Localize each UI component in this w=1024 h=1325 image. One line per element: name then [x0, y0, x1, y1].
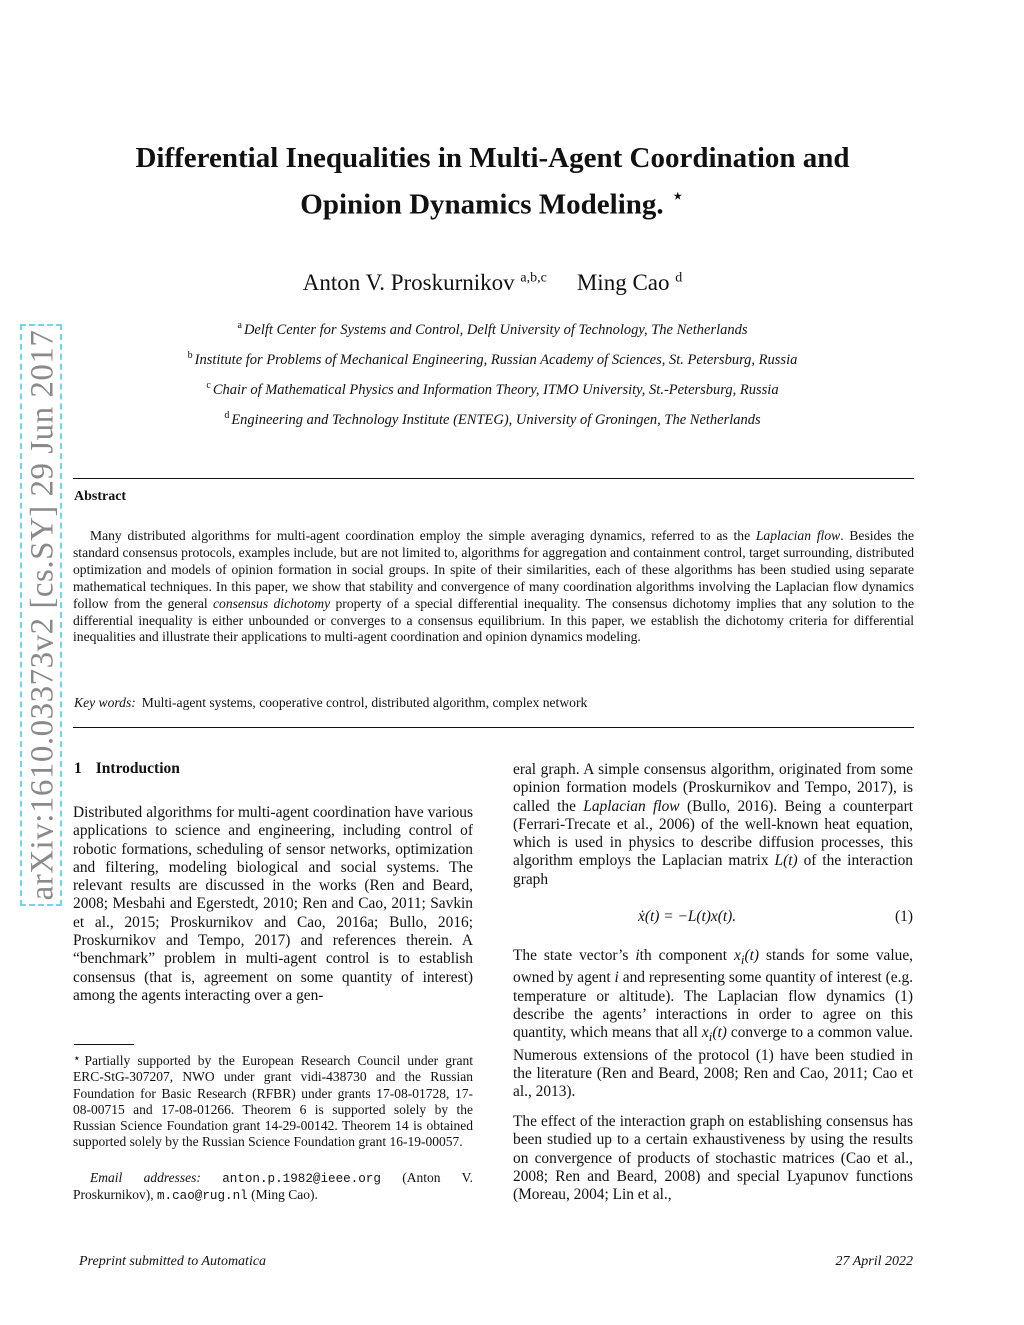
- email-footnote: [73, 1170, 473, 1205]
- inline-math: i: [635, 947, 640, 964]
- intro-paragraph-right: [513, 947, 913, 1102]
- keywords-text: Multi-agent systems, cooperative control, distributed algorithm, complex network: [141, 695, 588, 710]
- inline-math: L(t): [774, 852, 798, 870]
- footer-preprint-note: Preprint submitted to Automatica: [79, 1254, 267, 1269]
- author-affiliation-marks: a,b,c: [520, 270, 547, 286]
- abstract-text: property of a special differential inequality. The consensus dichotomy implies that any solution to the differential inequality is either unbounded or converges to a consensus equilibrium. In this paper, we establish the dichotomy criteria for differential inequalities and illustrate their applications to multi-agent coordination and opinion dynamics modeling.: [73, 595, 914, 645]
- affiliation-text: Engineering and Technology Institute (ENTEG), University of Groningen, The Netherlands: [231, 411, 761, 428]
- paper-title: [80, 140, 905, 224]
- author-affiliation-marks: d: [675, 270, 683, 286]
- body-text: converge to a common value. Numerous extensions of the protocol (1) have been studied in the literature (Ren and Beard, 2008; Ren and Cao, 2011; Cao et al., 2013).: [513, 1024, 914, 1101]
- body-text: stands for some value, owned by agent: [513, 947, 914, 987]
- affiliation-mark: c: [206, 380, 211, 391]
- abstract-body: [73, 528, 914, 646]
- abstract-emphasis: Laplacian flow: [755, 528, 841, 543]
- intro-paragraph-right: The effect of the interaction graph on establishing consensus has been studied up to a certain exhaustiveness by using the results on convergence of products of stochastic matrices (Cao et al., 2008; Ren and Beard, 2008) and special Lyapunov functions (Moreau, 2004; Lin et al.,: [513, 1113, 913, 1204]
- email-label: Email addresses:: [90, 1170, 201, 1185]
- body-text: (Bullo, 2016). Being a counterpart (Ferrari-Trecate et al., 2006) of the well-known heat equation, which is used in physics to describe diffusion processes, this algorithm employs the Laplacian matrix: [513, 797, 913, 870]
- footnote-star: ⋆: [73, 1051, 81, 1065]
- author-name: Ming Cao: [576, 270, 670, 295]
- affiliation-text: Institute for Problems of Mechanical Engineering, Russian Academy of Sciences, St. Petersburg, Russia: [194, 351, 798, 368]
- affiliation-line: [80, 350, 905, 369]
- inline-math-subscript: i: [740, 953, 745, 968]
- funding-footnote: [73, 1050, 473, 1151]
- footnote-divider: [74, 1044, 134, 1045]
- footnote-text: Partially supported by the European Research Council under grant ERC-StG-307207, NWO under grant vidi-438730 and the Russian Foundation for Basic Research (RFBR) under grants 17-08-01728, 17-08-00715 and 17-08-01266. Theorem 6 is supported solely by the Russian Science Foundation grant 14-29-00142. Theorem 14 is obtained supported solely by the Russian Science Foundation grant 16-19-00057.: [73, 1053, 473, 1150]
- email-owner: (Anton V. Proskurnikov),: [73, 1170, 474, 1203]
- author-list: [80, 270, 905, 296]
- body-text: and representing some quantity of interest (e.g. temperature or altitude). The Laplacian flow dynamics (1) describe the agents’ interactions in order to agree on this quantity, which means that all: [513, 969, 914, 1042]
- inline-math: x: [734, 947, 741, 964]
- abstract-heading: Abstract: [74, 489, 127, 504]
- inline-math: (t): [744, 947, 759, 964]
- title-line-2-text: Opinion Dynamics Modeling.: [300, 188, 664, 221]
- intro-paragraph-left: Distributed algorithms for multi-agent coordination have various applications to science and engineering, including control of robotic formations, scheduling of sensor networks, optimization and filtering, modeling biological and social systems. The relevant results are discussed in the works (Ren and Beard, 2008; Mesbahi and Egerstedt, 2010; Ren and Cao, 2011; Savkin et al., 2015; Proskurnikov and Cao, 2016a; Bullo, 2016; Proskurnikov and Tempo, 2017) and references therein. A “benchmark” problem in multi-agent control is to establish consensus (that is, agreement on some quantity of interest) among the agents interacting over a gen-: [73, 804, 473, 1004]
- equation-number: (1): [895, 908, 913, 925]
- equation-body: ẋ(t) = −L(t)x(t).: [638, 908, 737, 925]
- body-text: eral graph. A simple consensus algorithm, originated from some opinion formation models (Proskurnikov and Tempo, 2017), is called the: [513, 761, 913, 815]
- email-link[interactable]: anton.p.1982@ieee.org: [222, 1172, 381, 1186]
- affiliation-line: [80, 410, 905, 429]
- affiliation-mark: d: [224, 410, 230, 421]
- affiliation-mark: b: [187, 350, 193, 361]
- affiliation-mark: a: [237, 320, 242, 331]
- section-heading: [74, 760, 180, 778]
- keywords-label: Key words:: [74, 695, 136, 710]
- section-number: 1: [74, 760, 82, 777]
- abstract-text: Many distributed algorithms for multi-agent coordination employ the simple averaging dynamics, referred to as the: [90, 528, 756, 543]
- affiliation-line: [80, 380, 905, 399]
- title-line-1: Differential Inequalities in Multi-Agent Coordination and: [135, 142, 850, 174]
- inline-math: (t): [712, 1024, 727, 1042]
- section-divider: [73, 727, 914, 728]
- email-owner: (Ming Cao).: [247, 1187, 318, 1203]
- section-divider: [73, 478, 914, 479]
- section-title: Introduction: [95, 760, 180, 777]
- body-emphasis: Laplacian flow: [583, 797, 680, 815]
- footer-date: 27 April 2022: [835, 1254, 913, 1269]
- arxiv-identifier[interactable]: arXiv:1610.03373v2 [cs.SY] 29 Jun 2017: [24, 329, 61, 901]
- body-text: The state vector’s: [513, 947, 636, 964]
- affiliation-text: Delft Center for Systems and Control, Delft University of Technology, The Netherlands: [243, 321, 748, 338]
- author-name: Anton V. Proskurnikov: [302, 270, 515, 295]
- keywords: [74, 695, 587, 711]
- affiliation-text: Chair of Mathematical Physics and Information Theory, ITMO University, St.-Petersburg, Russia: [212, 381, 779, 398]
- inline-math: i: [614, 969, 619, 987]
- body-text: th component: [639, 947, 735, 964]
- email-link[interactable]: m.cao@rug.nl: [157, 1189, 248, 1204]
- body-text: of the interaction graph: [513, 852, 913, 888]
- affiliation-line: [80, 320, 905, 339]
- intro-paragraph-right: [513, 761, 913, 889]
- abstract-emphasis: consensus dichotomy: [213, 595, 331, 611]
- inline-math: x: [701, 1024, 709, 1042]
- title-line-2: [80, 177, 905, 224]
- abstract-text: . Besides the standard consensus protocols, examples include, but are not limited to, algorithms for aggregation and containment control, target surrounding, distributed optimization and models of opinion formation in social groups. In spite of their similarities, each of these algorithms has been studied using separate mathematical techniques. In this paper, we show that stability and convergence of many coordination algorithms involving the Laplacian flow dynamics follow from the general: [73, 528, 915, 611]
- title-footnote-star: ⋆: [670, 183, 685, 208]
- inline-math-subscript: i: [708, 1030, 713, 1045]
